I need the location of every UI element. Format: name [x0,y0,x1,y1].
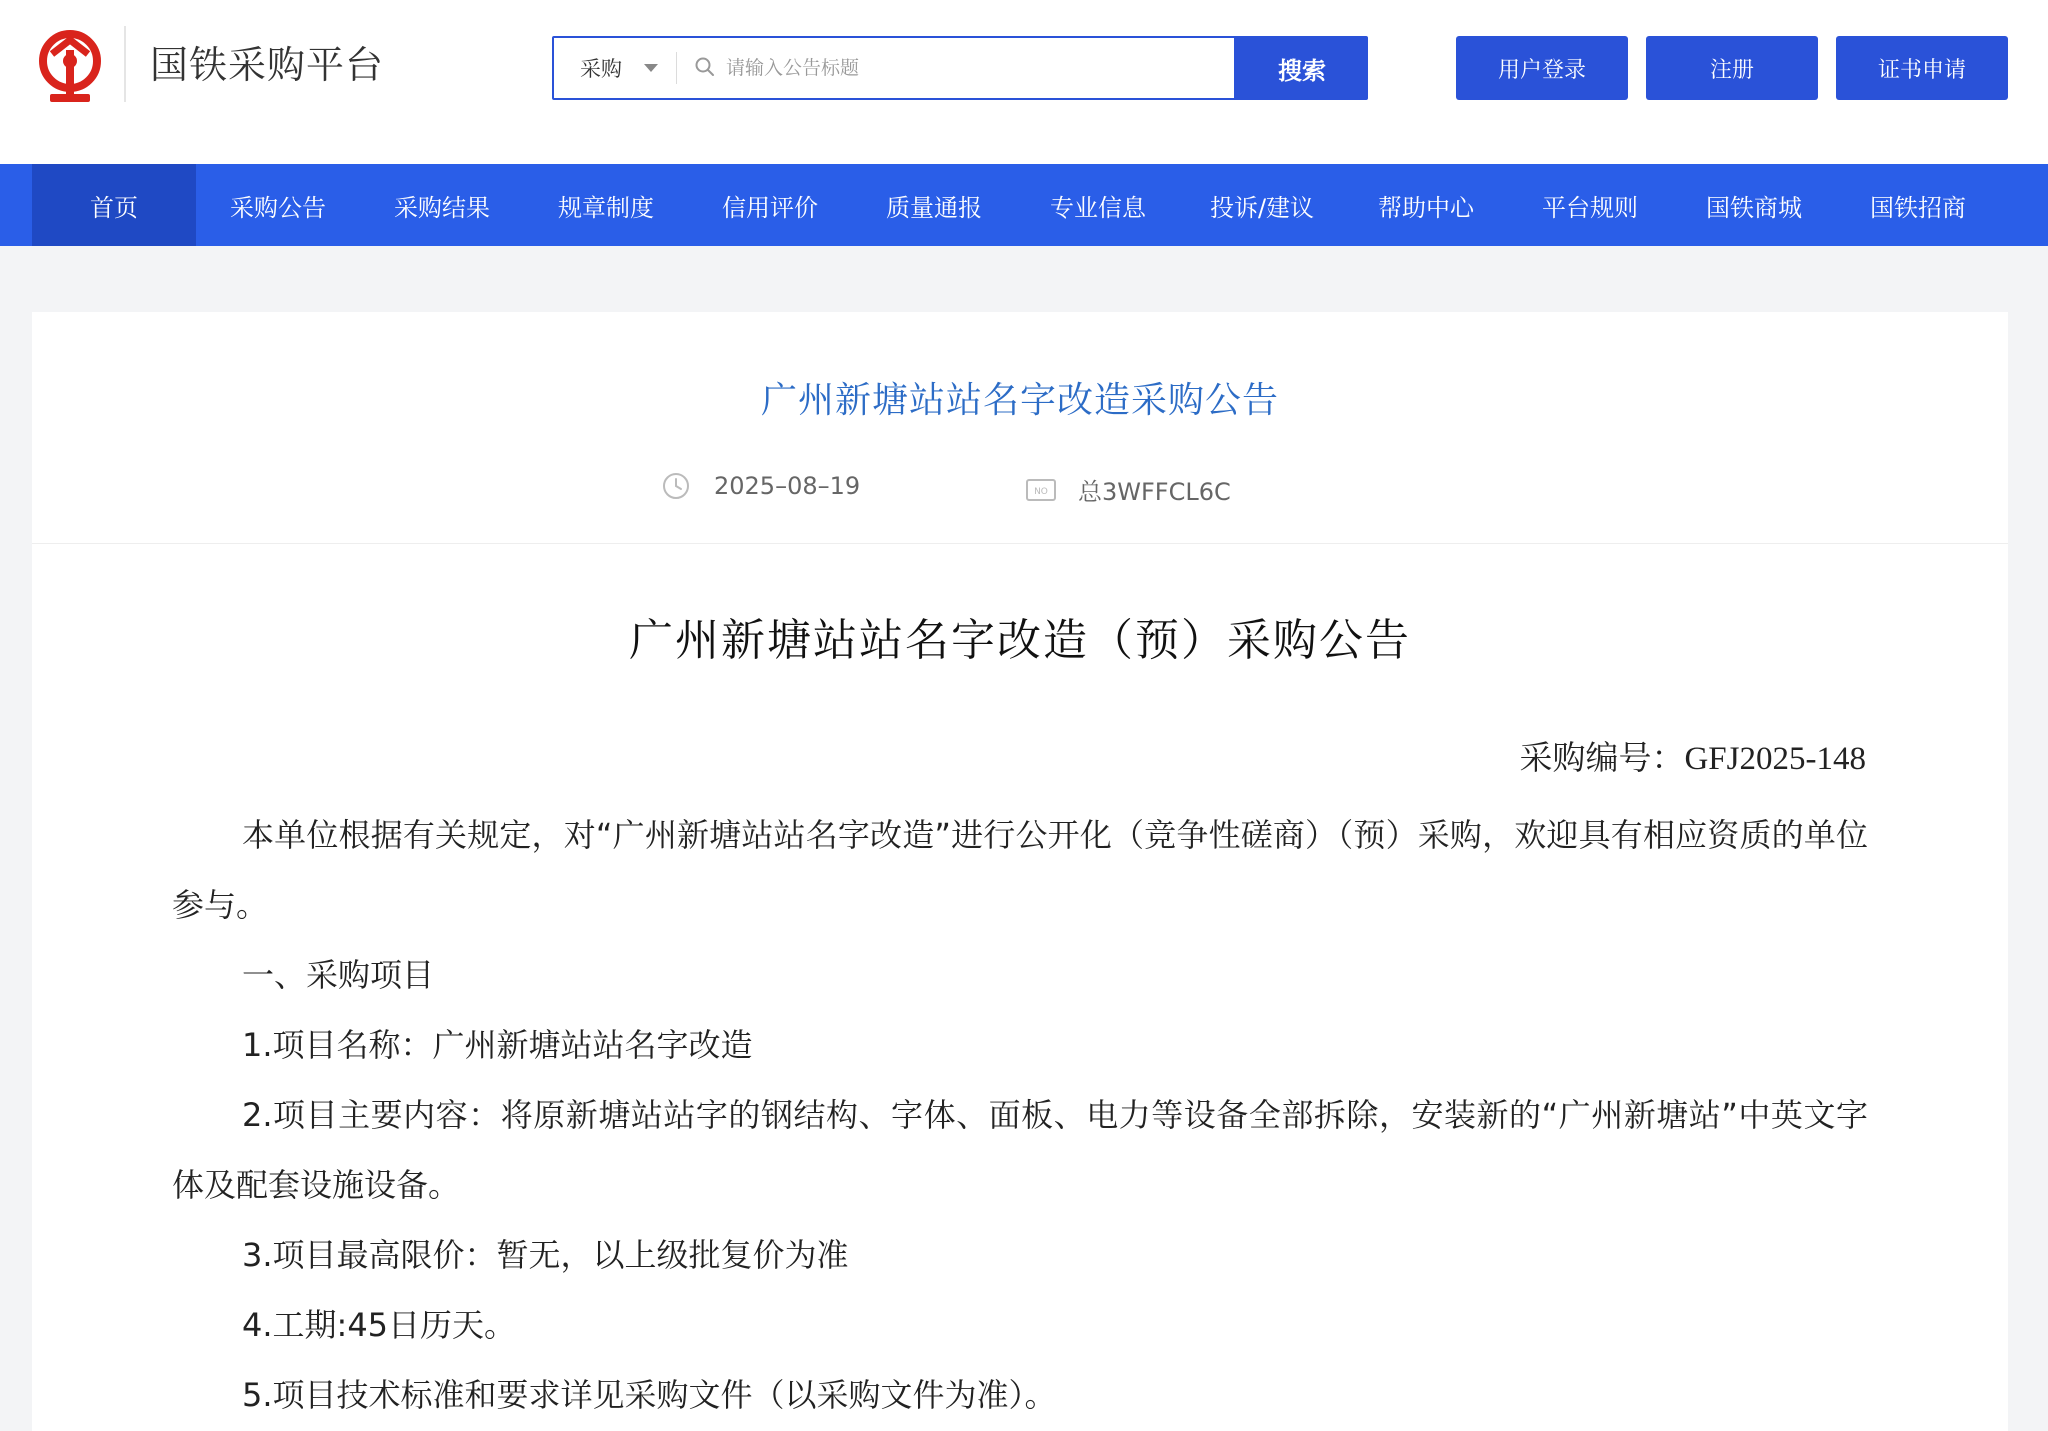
document-paragraph: 1.项目名称：广州新塘站站名字改造 [242,1026,753,1064]
search-icon [694,56,716,78]
china-railway-logo-icon[interactable] [34,28,106,104]
login-button[interactable]: 用户登录 [1456,36,1628,100]
nav-item-professional-info[interactable]: 专业信息 [1050,193,1146,222]
nav-item-credit-evaluation[interactable]: 信用评价 [722,193,818,222]
announcement-header [32,312,2008,544]
nav-item-complaints[interactable]: 投诉/建议 [1209,193,1315,222]
nav-item-help-center[interactable]: 帮助中心 [1378,193,1474,222]
document-paragraph: 3.项目最高限价：暂无，以上级批复价为准 [242,1236,849,1274]
document-paragraph: 2.项目主要内容：将原新塘站站字的钢结构、字体、面板、电力等设备全部拆除，安装新的“广州新塘站”中英文字体及配套设施设备。 [172,1096,1868,1204]
caret-down-icon [644,64,658,72]
search-box [552,36,1236,100]
svg-text:NO: NO [1034,486,1048,497]
announcement-content [32,312,2008,1431]
search-category-value: 采购 [580,57,622,81]
search-input[interactable] [726,46,1216,90]
announcement-date-value: 2025–08–19 [714,472,861,500]
document-body [172,800,1868,1430]
nav-item-quality-bulletin[interactable]: 质量通报 [886,193,982,222]
nav-item-procurement-notices[interactable]: 采购公告 [230,193,326,222]
announcement-date [662,472,860,500]
no-badge-icon [1026,479,1056,501]
site-title[interactable]: 国铁采购平台 [150,43,385,87]
search-separator [676,52,677,84]
document-heading: 广州新塘站站名字改造（预）采购公告 [629,615,1411,666]
main-nav [0,164,2048,246]
certificate-apply-button[interactable]: 证书申请 [1836,36,2008,100]
document-paragraph: 本单位根据有关规定，对“广州新塘站站名字改造”进行公开化（竞争性磋商）（预）采购，欢迎具有相应资质的单位参与。 [172,816,1868,924]
document-paragraph: 4.工期:45日历天。 [242,1306,517,1344]
document-paragraph: 5.项目技术标准和要求详见采购文件（以采购文件为准）。 [242,1376,1057,1414]
document-section-heading: 一、采购项目 [242,956,435,994]
announcement-number-value: 总3WFFCL6C [1078,478,1231,506]
search-button[interactable]: 搜索 [1236,36,1368,100]
nav-item-railway-mall[interactable]: 国铁商城 [1706,193,1802,222]
search-category-select[interactable] [554,38,676,98]
nav-item-platform-rules[interactable]: 平台规则 [1542,193,1638,222]
announcement-number [1026,472,1231,507]
nav-item-home[interactable]: 首页 [32,164,196,246]
nav-item-railway-investment[interactable]: 国铁招商 [1870,193,1966,222]
logo-divider [124,26,126,102]
nav-item-procurement-results[interactable]: 采购结果 [394,193,490,222]
register-button[interactable]: 注册 [1646,36,1818,100]
announcement-title: 广州新塘站站名字改造采购公告 [760,380,1279,421]
nav-item-regulations[interactable]: 规章制度 [558,193,654,222]
clock-icon [662,472,690,500]
procurement-number: 采购编号：GFJ2025-148 [1519,741,1866,777]
site-header [0,0,2048,164]
